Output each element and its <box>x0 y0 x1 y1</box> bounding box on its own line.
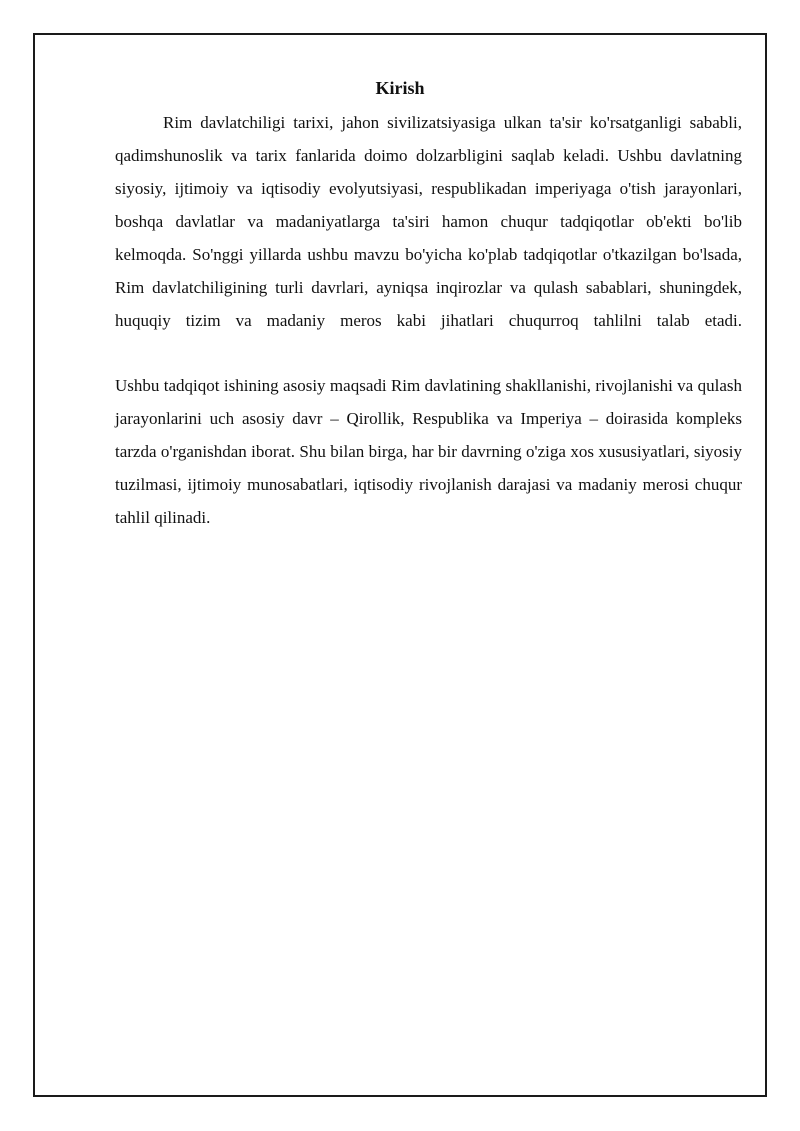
paragraph-goal: Ushbu tadqiqot ishining asosiy maqsadi Rim davlatining shakllanishi, rivojlanishi va qulash jarayonlarini uch asosiy davr – Qirollik, Respublika va Imperiya – doirasida kompleks tarzda o'rganishdan iborat. Shu bilan birga, har bir davrning o'ziga xos xususiyatlari, siyosiy tuzilmasi, ijtimoiy munosabatlari, iqtisodiy rivojlanish darajasi va madaniy merosi chuqur tahlil qilinadi. <box>115 376 742 527</box>
page-title: Kirish <box>375 78 425 98</box>
document-body <box>115 106 742 534</box>
paragraph-intro: Rim davlatchiligi tarixi, jahon sivilizatsiyasiga ulkan ta'sir ko'rsatganligi sababli, qadimshunoslik va tarix fanlarida doimo dolzarbligini saqlab keladi. Ushbu davlatning siyosiy, ijtimoiy va iqtisodiy evolyutsiyasi, respublikadan imperiyaga o'tish jarayonlari, boshqa davlatlar va madaniyatlarga ta'siri hamon chuqur tadqiqotlar ob'ekti bo'lib kelmoqda. So'nggi yillarda ushbu mavzu bo'yicha ko'plab tadqiqotlar o'tkazilgan bo'lsada, Rim davlatchiligining turli davrlari, ayniqsa inqirozlar va qulash sabablari, shuningdek, huquqiy tizim va madaniy meros kabi jihatlari chuqurroq tahlilni talab etadi. <box>115 113 742 330</box>
